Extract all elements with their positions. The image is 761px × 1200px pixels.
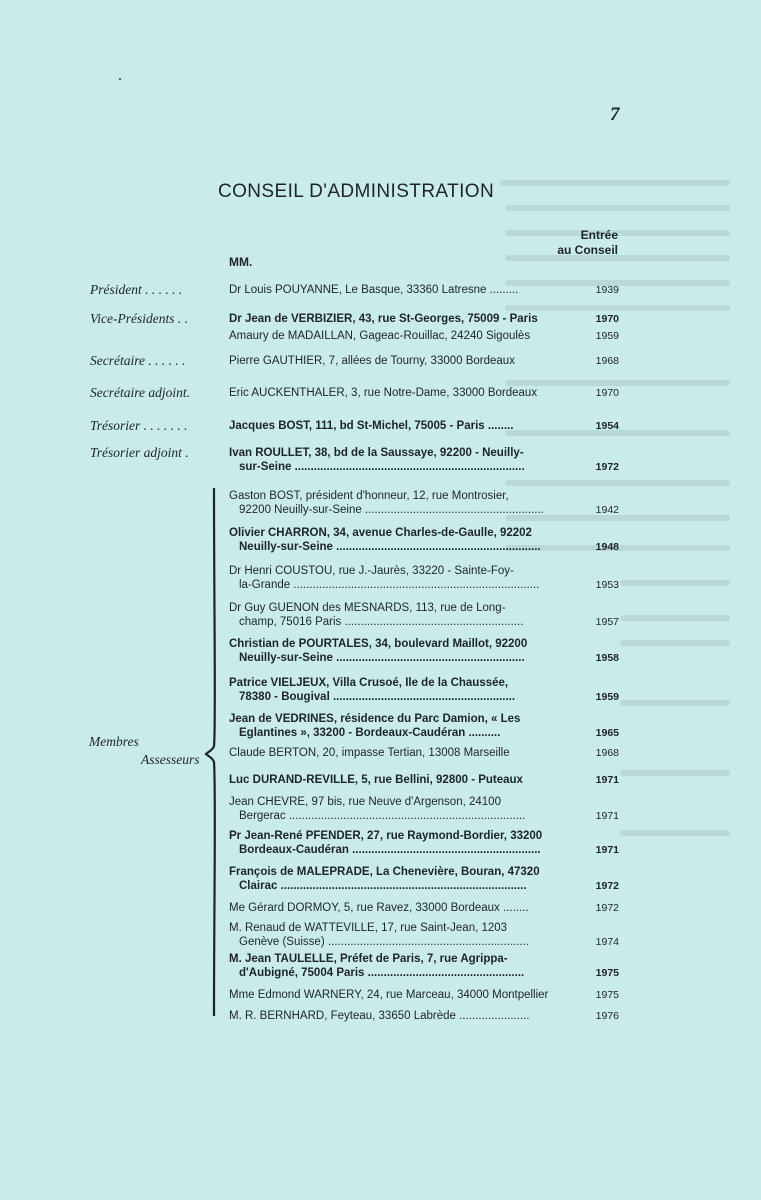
entry-text: M. Jean TAULELLE, Préfet de Paris, 7, rue Agrippa- bbox=[229, 953, 508, 965]
entry-line bbox=[229, 726, 619, 740]
entry-line bbox=[229, 446, 619, 460]
entry-year: 1968 bbox=[595, 355, 619, 367]
entry-line bbox=[229, 952, 619, 966]
officer-role: Président . . . . . . bbox=[90, 282, 183, 297]
entry-text: Olivier CHARRON, 34, avenue Charles-de-Gaulle, 92202 bbox=[229, 527, 532, 539]
entry-year: 1975 bbox=[595, 989, 619, 1001]
entry-text: Bordeaux-Caudéran ........................................................... bbox=[239, 844, 541, 856]
member-entry bbox=[229, 526, 619, 554]
entry-text: Gaston BOST, président d'honneur, 12, rue Montrosier, bbox=[229, 490, 509, 502]
entry-text: champ, 75016 Paris ........................................................ bbox=[239, 616, 524, 628]
entry-year: 1948 bbox=[595, 541, 619, 553]
entry-text: Genève (Suisse) ............................................................... bbox=[239, 936, 530, 948]
entry-year: 1959 bbox=[595, 330, 619, 342]
officer-entry bbox=[229, 312, 619, 326]
entry-year: 1970 bbox=[595, 313, 619, 325]
entry-text: Eric AUCKENTHALER, 3, rue Notre-Dame, 33000 Bordeaux bbox=[229, 387, 538, 399]
officer-role: Secrétaire adjoint. bbox=[90, 385, 190, 400]
entry-line bbox=[229, 676, 619, 690]
column-header-line: Entrée bbox=[580, 228, 618, 242]
entry-line bbox=[229, 489, 619, 503]
entry-year: 1971 bbox=[595, 844, 619, 856]
member-entry bbox=[229, 795, 619, 823]
entry-text: Dr Jean de VERBIZIER, 43, rue St-Georges, 75009 - Paris bbox=[229, 313, 538, 325]
entry-text: Jean CHEVRE, 97 bis, rue Neuve d'Argenson, 24100 bbox=[229, 796, 501, 808]
entry-line bbox=[229, 966, 619, 980]
entry-line bbox=[229, 809, 619, 823]
member-entry bbox=[229, 829, 619, 857]
page-title: CONSEIL D'ADMINISTRATION bbox=[218, 181, 495, 202]
entry-text: Dr Guy GUENON des MESNARDS, 113, rue de Long- bbox=[229, 602, 506, 614]
speck bbox=[119, 78, 121, 80]
entry-text: d'Aubigné, 75004 Paris ................................................. bbox=[239, 967, 525, 979]
column-header-line: au Conseil bbox=[557, 243, 618, 257]
entry-text: Eglantines », 33200 - Bordeaux-Caudéran .......... bbox=[239, 727, 501, 739]
entry-year: 1972 bbox=[595, 880, 619, 892]
entry-line bbox=[229, 578, 619, 592]
member-entry bbox=[229, 901, 619, 915]
entry-text: Clairac ............................................................................. bbox=[239, 880, 527, 892]
officer-role: Vice-Présidents . . bbox=[90, 311, 188, 326]
column-header-entree bbox=[540, 228, 618, 258]
entry-line bbox=[229, 935, 619, 949]
officer-entry bbox=[229, 329, 619, 343]
entry-line bbox=[229, 312, 619, 326]
member-entry bbox=[229, 865, 619, 893]
entry-year: 1970 bbox=[595, 387, 619, 399]
entry-text: François de MALEPRADE, La Chenevière, Bouran, 47320 bbox=[229, 866, 540, 878]
entry-year: 1972 bbox=[595, 902, 619, 914]
entry-text: Pr Jean-René PFENDER, 27, rue Raymond-Bordier, 33200 bbox=[229, 830, 543, 842]
entry-line bbox=[229, 901, 619, 915]
entry-year: 1975 bbox=[595, 967, 619, 979]
entry-text: Pierre GAUTHIER, 7, allées de Tourny, 33000 Bordeaux bbox=[229, 355, 515, 367]
member-entry bbox=[229, 637, 619, 665]
entry-line bbox=[229, 843, 619, 857]
entry-year: 1968 bbox=[595, 747, 619, 759]
entry-line bbox=[229, 746, 619, 760]
entry-line bbox=[229, 386, 619, 400]
membres-label: Membres bbox=[89, 734, 139, 749]
entry-text: 92200 Neuilly-sur-Seine ........................................................ bbox=[239, 504, 544, 516]
member-entry bbox=[229, 489, 619, 517]
entry-year: 1974 bbox=[595, 936, 619, 948]
entry-text: Neuilly-sur-Seine ........................................................... bbox=[239, 652, 525, 664]
entry-line bbox=[229, 773, 619, 787]
entry-line bbox=[229, 540, 619, 554]
page-number: 7 bbox=[610, 104, 620, 125]
officer-role: Trésorier . . . . . . . bbox=[90, 418, 188, 433]
officer-role: Trésorier adjoint . bbox=[90, 445, 189, 460]
officer-entry bbox=[229, 283, 619, 297]
officer-entry bbox=[229, 386, 619, 400]
entry-line bbox=[229, 879, 619, 893]
entry-text: Mme Edmond WARNERY, 24, rue Marceau, 34000 Montpellier bbox=[229, 989, 549, 1001]
entry-text: M. Renaud de WATTEVILLE, 17, rue Saint-Jean, 1203 bbox=[229, 922, 508, 934]
member-entry bbox=[229, 988, 619, 1002]
entry-line bbox=[229, 460, 619, 474]
entry-line bbox=[229, 637, 619, 651]
entry-text: Dr Louis POUYANNE, Le Basque, 33360 Latresne ......... bbox=[229, 284, 519, 296]
entry-line bbox=[229, 829, 619, 843]
member-entry bbox=[229, 952, 619, 980]
entry-line bbox=[229, 1009, 619, 1023]
entry-text: Jean de VEDRINES, résidence du Parc Damion, « Les bbox=[229, 713, 521, 725]
entry-year: 1939 bbox=[595, 284, 619, 296]
entry-text: la-Grande ............................................................................. bbox=[239, 579, 540, 591]
member-entry bbox=[229, 746, 619, 760]
entry-line bbox=[229, 865, 619, 879]
entry-text: Patrice VIELJEUX, Villa Crusoé, Ile de la Chaussée, bbox=[229, 677, 509, 689]
entry-text: Dr Henri COUSTOU, rue J.-Jaurès, 33220 - Sainte-Foy- bbox=[229, 565, 514, 577]
entry-line bbox=[229, 615, 619, 629]
entry-year: 1942 bbox=[595, 504, 619, 516]
entry-year: 1971 bbox=[595, 810, 619, 822]
entry-line bbox=[229, 564, 619, 578]
entry-line bbox=[229, 503, 619, 517]
officer-role: Secrétaire . . . . . . bbox=[90, 353, 186, 368]
entry-year: 1972 bbox=[595, 461, 619, 473]
entry-year: 1971 bbox=[595, 774, 619, 786]
entry-line bbox=[229, 988, 619, 1002]
officer-entry bbox=[229, 419, 619, 433]
member-entry bbox=[229, 921, 619, 949]
entry-line bbox=[229, 690, 619, 704]
entry-line bbox=[229, 921, 619, 935]
entry-text: Ivan ROULLET, 38, bd de la Saussaye, 92200 - Neuilly- bbox=[229, 447, 524, 459]
entry-text: Christian de POURTALES, 34, boulevard Maillot, 92200 bbox=[229, 638, 528, 650]
entry-year: 1957 bbox=[595, 616, 619, 628]
member-entry bbox=[229, 676, 619, 704]
entry-year: 1965 bbox=[595, 727, 619, 739]
entry-line bbox=[229, 651, 619, 665]
officer-entry bbox=[229, 354, 619, 368]
mm-label: MM. bbox=[229, 255, 253, 269]
member-entry bbox=[229, 712, 619, 740]
entry-text: M. R. BERNHARD, Feyteau, 33650 Labrède ...................... bbox=[229, 1010, 530, 1022]
entry-text: Jacques BOST, 111, bd St-Michel, 75005 - Paris ........ bbox=[229, 420, 514, 432]
entry-year: 1959 bbox=[595, 691, 619, 703]
member-entry bbox=[229, 773, 619, 787]
entry-text: 78380 - Bougival ......................................................... bbox=[239, 691, 516, 703]
entry-year: 1953 bbox=[595, 579, 619, 591]
entry-text: sur-Seine ........................................................................ bbox=[239, 461, 525, 473]
entry-year: 1958 bbox=[595, 652, 619, 664]
entry-line bbox=[229, 601, 619, 615]
entry-year: 1954 bbox=[595, 420, 619, 432]
officer-entry bbox=[229, 446, 619, 474]
entry-year: 1976 bbox=[595, 1010, 619, 1022]
member-entry bbox=[229, 564, 619, 592]
entry-text: Bergerac .......................................................................... bbox=[239, 810, 526, 822]
entry-text: Luc DURAND-REVILLE, 5, rue Bellini, 92800 - Puteaux bbox=[229, 774, 523, 786]
entry-line bbox=[229, 283, 619, 297]
entry-text: Amaury de MADAILLAN, Gageac-Rouillac, 24240 Sigoulès bbox=[229, 330, 531, 342]
entry-line bbox=[229, 795, 619, 809]
entry-line bbox=[229, 526, 619, 540]
entry-text: Me Gérard DORMOY, 5, rue Ravez, 33000 Bordeaux ........ bbox=[229, 902, 529, 914]
entry-text: Neuilly-sur-Seine ................................................................ bbox=[239, 541, 541, 553]
entry-line bbox=[229, 712, 619, 726]
entry-line bbox=[229, 419, 619, 433]
member-entry bbox=[229, 601, 619, 629]
members-brace bbox=[200, 488, 222, 1016]
assesseurs-label: Assesseurs bbox=[141, 752, 200, 767]
entry-line bbox=[229, 329, 619, 343]
entry-text: Claude BERTON, 20, impasse Tertian, 13008 Marseille bbox=[229, 747, 510, 759]
member-entry bbox=[229, 1009, 619, 1023]
entry-line bbox=[229, 354, 619, 368]
